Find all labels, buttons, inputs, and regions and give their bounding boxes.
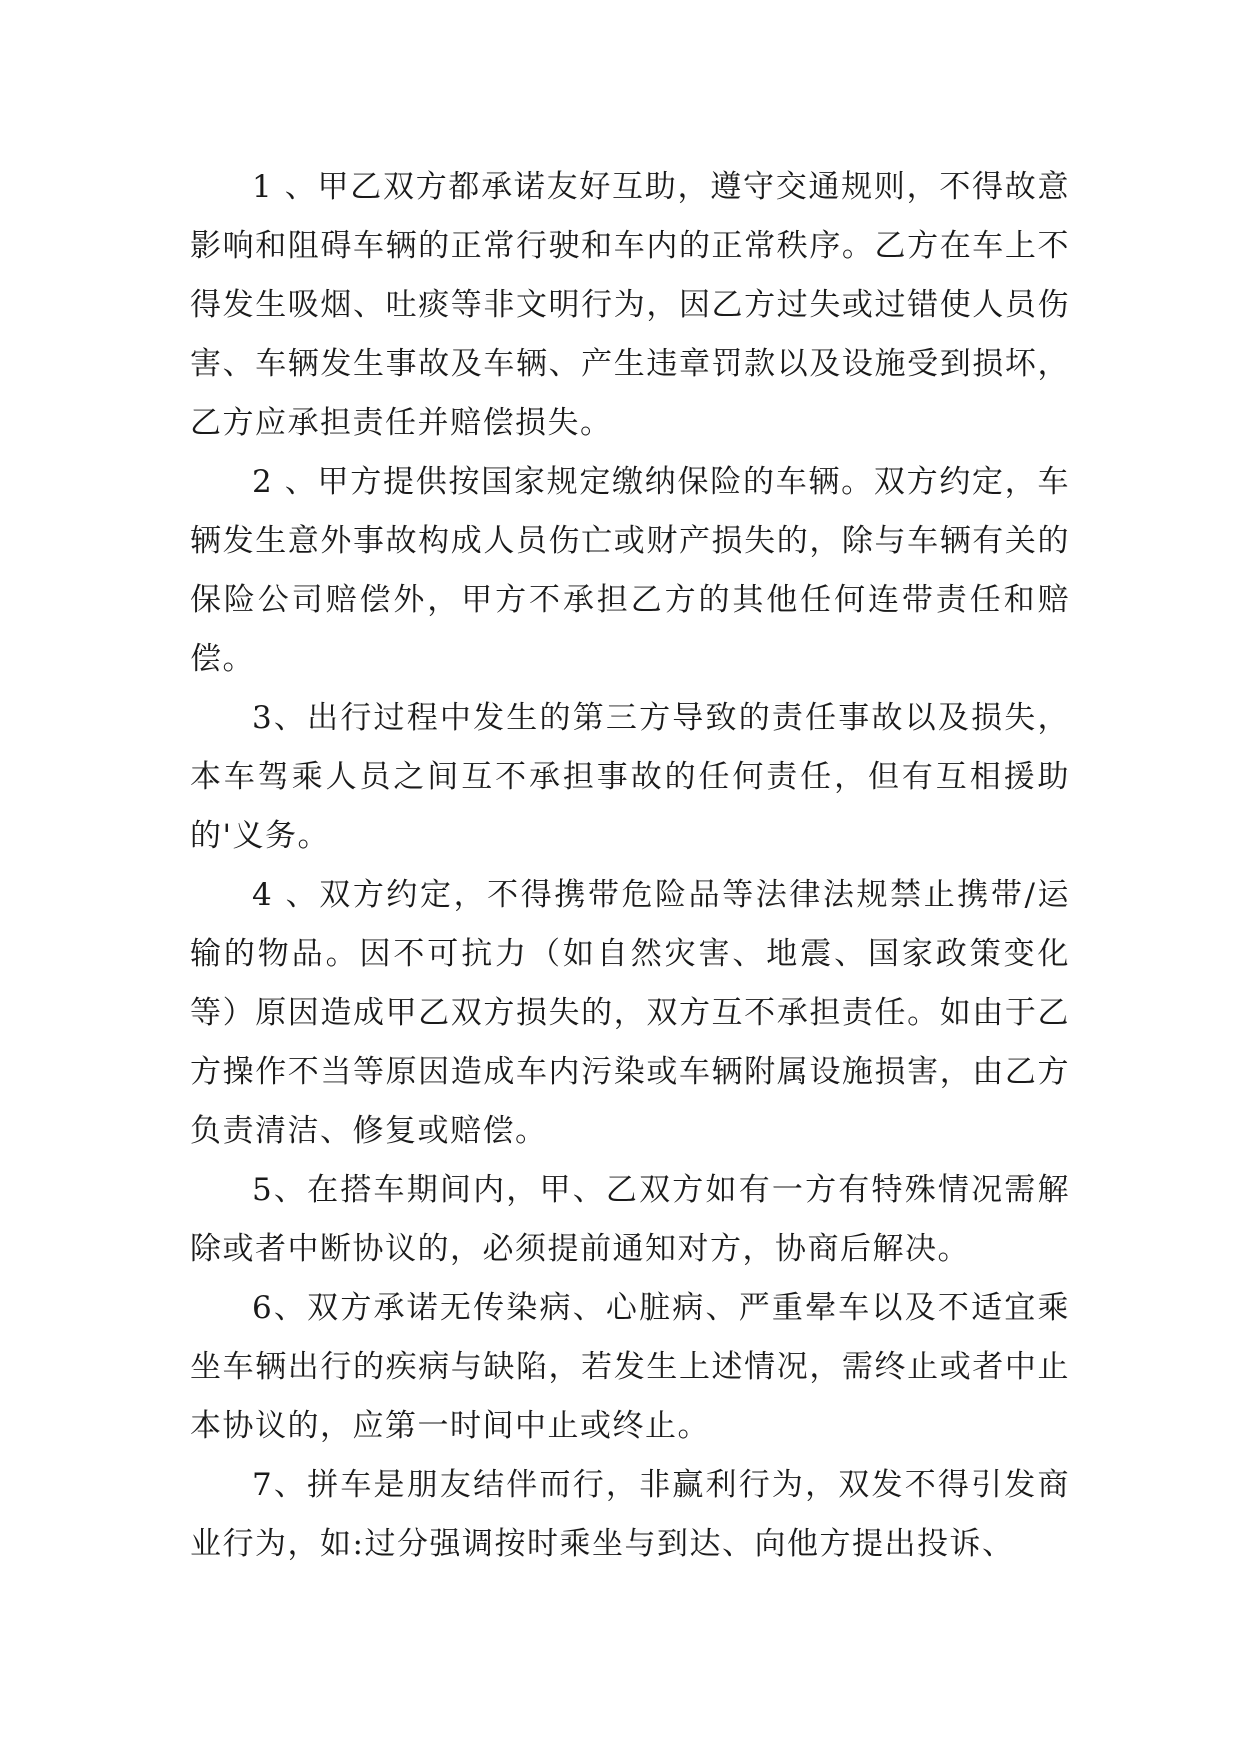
clause-6-paragraph: 6、双方承诺无传染病、心脏病、严重晕车以及不适宜乘坐车辆出行的疾病与缺陷，若发生上述情况，需终止或者中止本协议的，应第一时间中止或终止。 (190, 1290, 1070, 1444)
clause-4-paragraph: 4 、双方约定，不得携带危险品等法律法规禁止携带/运输的物品。因不可抗力（如自然灾害、地震、国家政策变化等）原因造成甲乙双方损失的，双方互不承担责任。如由于乙方操作不当等原因造成车内污染或车辆附属设施损害，由乙方负责清洁、修复或赔偿。 (190, 877, 1070, 1149)
clause-5-paragraph: 5、在搭车期间内，甲、乙双方如有一方有特殊情况需解除或者中断协议的，必须提前通知对方，协商后解决。 (190, 1172, 1070, 1267)
clause-3-paragraph: 3、出行过程中发生的第三方导致的责任事故以及损失，本车驾乘人员之间互不承担事故的任何责任，但有互相援助的'义务。 (190, 700, 1070, 854)
clause-2-paragraph: 2 、甲方提供按国家规定缴纳保险的车辆。双方约定，车辆发生意外事故构成人员伤亡或财产损失的，除与车辆有关的保险公司赔偿外，甲方不承担乙方的其他任何连带责任和赔偿。 (190, 464, 1070, 677)
document-body (190, 158, 1070, 1574)
clause-7-paragraph: 7、拼车是朋友结伴而行，非赢利行为，双发不得引发商业行为，如:过分强调按时乘坐与到达、向他方提出投诉、 (190, 1467, 1070, 1562)
clause-1-paragraph: 1 、甲乙双方都承诺友好互助，遵守交通规则，不得故意影响和阻碍车辆的正常行驶和车内的正常秩序。乙方在车上不得发生吸烟、吐痰等非文明行为，因乙方过失或过错使人员伤害、车辆发生事故及车辆、产生违章罚款以及设施受到损坏，乙方应承担责任并赔偿损失。 (190, 169, 1070, 441)
